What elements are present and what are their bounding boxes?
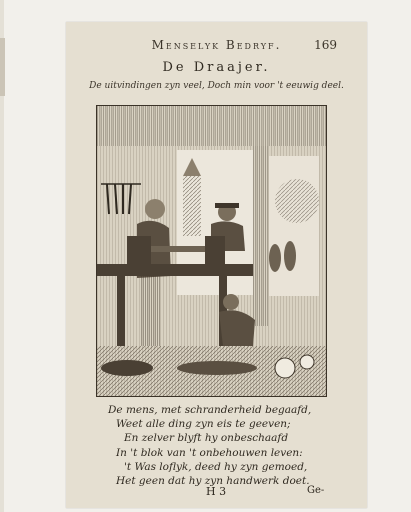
lathe-tailstock <box>205 236 225 266</box>
lathe-bench <box>97 264 253 276</box>
verse-line: Weet alle ding zyn eis te geeven; <box>116 418 291 431</box>
adjacent-page-mark <box>0 38 5 96</box>
page-title: De Draajer. <box>162 60 271 75</box>
lathe-headstock <box>127 236 151 266</box>
engraving-turner-workshop <box>96 105 327 397</box>
verse-line: De mens, met schranderheid begaafd, <box>108 404 312 416</box>
bench-leg-left <box>117 276 125 346</box>
verse-line: 't Was loflyk, deed hy zyn gemoed, <box>124 460 308 473</box>
poem <box>108 403 358 488</box>
book-page <box>66 22 367 508</box>
distant-tower <box>183 176 201 236</box>
engraving-illustration <box>97 106 326 396</box>
log-on-floor <box>101 360 153 376</box>
signature-mark: H 3 <box>206 485 227 498</box>
verse-line: En zelver blyft hy onbeschaafd <box>124 432 289 445</box>
verse-line: In 't blok van 't onbehouwen leven: <box>116 446 303 459</box>
distant-figure-a <box>269 244 281 272</box>
running-header: Menselyk Bedryf. <box>151 38 282 52</box>
tree <box>275 179 319 223</box>
wooden-post <box>253 146 269 326</box>
wood-shavings <box>177 361 257 375</box>
turned-bowl <box>275 358 295 378</box>
ceiling <box>97 106 326 146</box>
page-number: 169 <box>314 38 337 52</box>
window-opening <box>269 156 319 296</box>
turned-pot <box>300 355 314 369</box>
catchword: Ge- <box>307 485 325 496</box>
verse-line: Het geen dat hy zyn handwerk doet. <box>116 475 310 488</box>
lathe-workpiece <box>151 246 205 252</box>
distant-figure-b <box>284 241 296 271</box>
motto: De uitvindingen zyn veel, Doch min voor 't eeuwig deel. <box>89 81 344 91</box>
